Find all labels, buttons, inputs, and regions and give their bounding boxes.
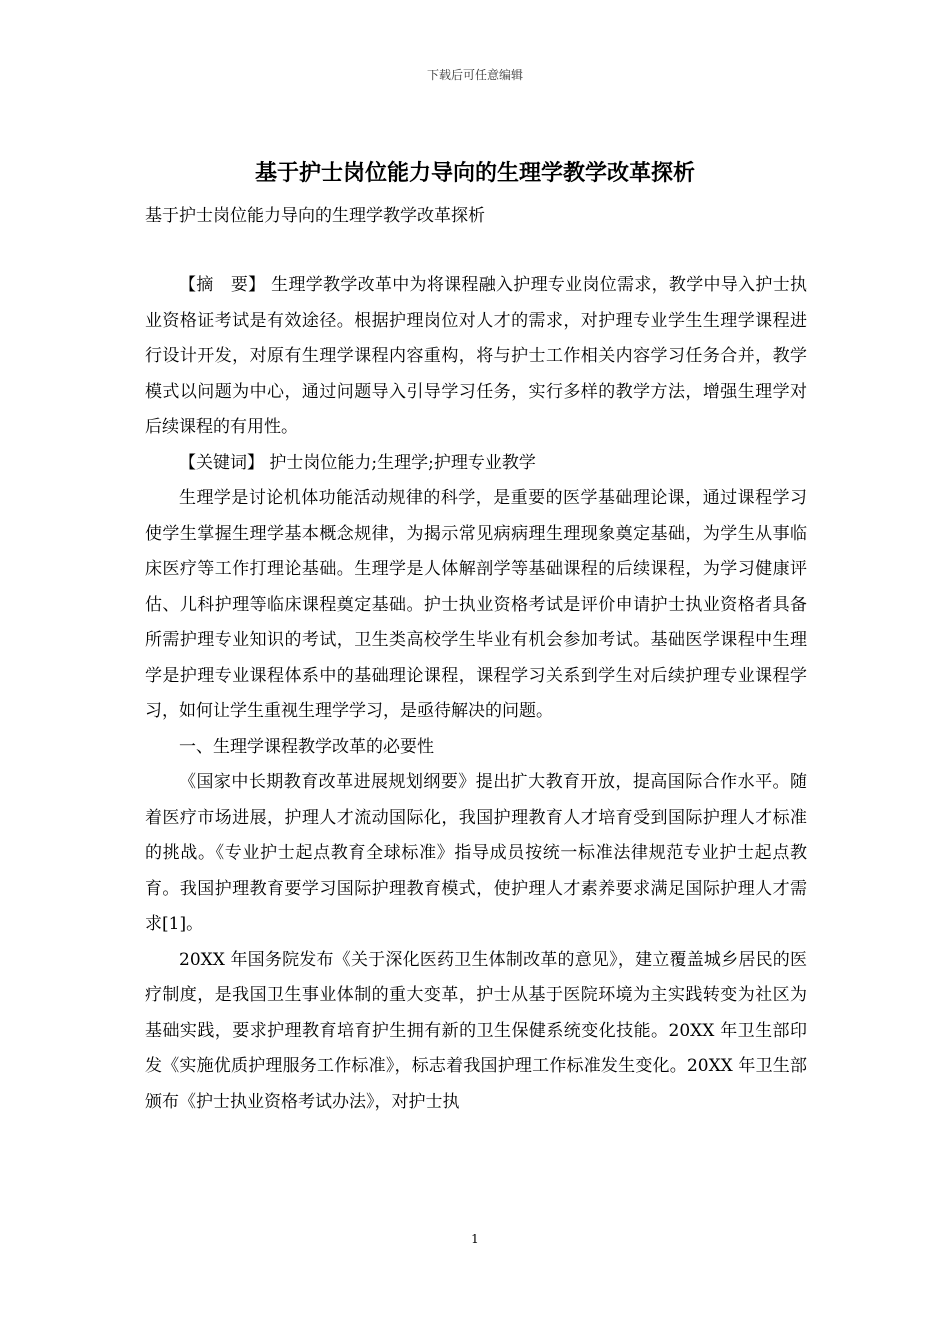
keywords-paragraph: 【关键词】 护士岗位能力;生理学;护理专业教学	[179, 452, 536, 473]
body-paragraph: 20XX 年国务院发布《关于深化医药卫生体制改革的意见》，建立覆盖城乡居民的医疗制度，是我国卫生事业体制的重大变革，护士从基于医院环境为主实践转变为社区为基础实践，要求护理教育培育护生拥有新的卫生保健系统变化技能。20XX 年卫生部印发《实施优质护理服务工作标准》，标志着我国护理工作标准发生变化。20XX 年卫生部颁布《护士执业资格考试办法》，对护士执	[145, 949, 807, 1112]
section-heading: 一、生理学课程教学改革的必要性	[179, 736, 434, 757]
document-title: 基于护士岗位能力导向的生理学教学改革探析	[254, 160, 695, 186]
document-body	[145, 268, 807, 1120]
body-paragraph: 生理学是讨论机体功能活动规律的科学，是重要的医学基础理论课，通过课程学习使学生掌握生理学基本概念规律，为揭示常见病病理生理现象奠定基础，为学生从事临床医疗等工作打理论基础。生理学是人体解剖学等基础课程的后续课程，为学习健康评估、儿科护理等临床课程奠定基础。护士执业资格考试是评价申请护士执业资格者具备所需护理专业知识的考试，卫生类高校学生毕业有机会参加考试。基础医学课程中生理学是护理专业课程体系中的基础理论课程，课程学习关系到学生对后续护理专业课程学习，如何让学生重视生理学学习，是亟待解决的问题。	[145, 488, 807, 721]
page-number: 1	[471, 1232, 479, 1246]
body-paragraph: 《国家中长期教育改革进展规划纲要》提出扩大教育开放，提高国际合作水平。随着医疗市场进展，护理人才流动国际化，我国护理教育人才培育受到国际护理人才标准的挑战。《专业护士起点教育全球标准》指导成员按统一标准法律规范专业护士起点教育。我国护理教育要学习国际护理教育模式，使护理人才素养要求满足国际护理人才需求[1]。	[145, 772, 807, 934]
page-header-note: 下载后可任意编辑	[426, 68, 523, 82]
document-subtitle: 基于护士岗位能力导向的生理学教学改革探析	[145, 206, 485, 226]
abstract-paragraph: 【摘 要】 生理学教学改革中为将课程融入护理专业岗位需求，教学中导入护士执业资格证考试是有效途径。根据护理岗位对人才的需求，对护理专业学生生理学课程进行设计开发，对原有生理学课程内容重构，将与护士工作相关内容学习任务合并，教学模式以问题为中心，通过问题导入引导学习任务，实行多样的教学方法，增强生理学对后续课程的有用性。	[145, 275, 807, 437]
